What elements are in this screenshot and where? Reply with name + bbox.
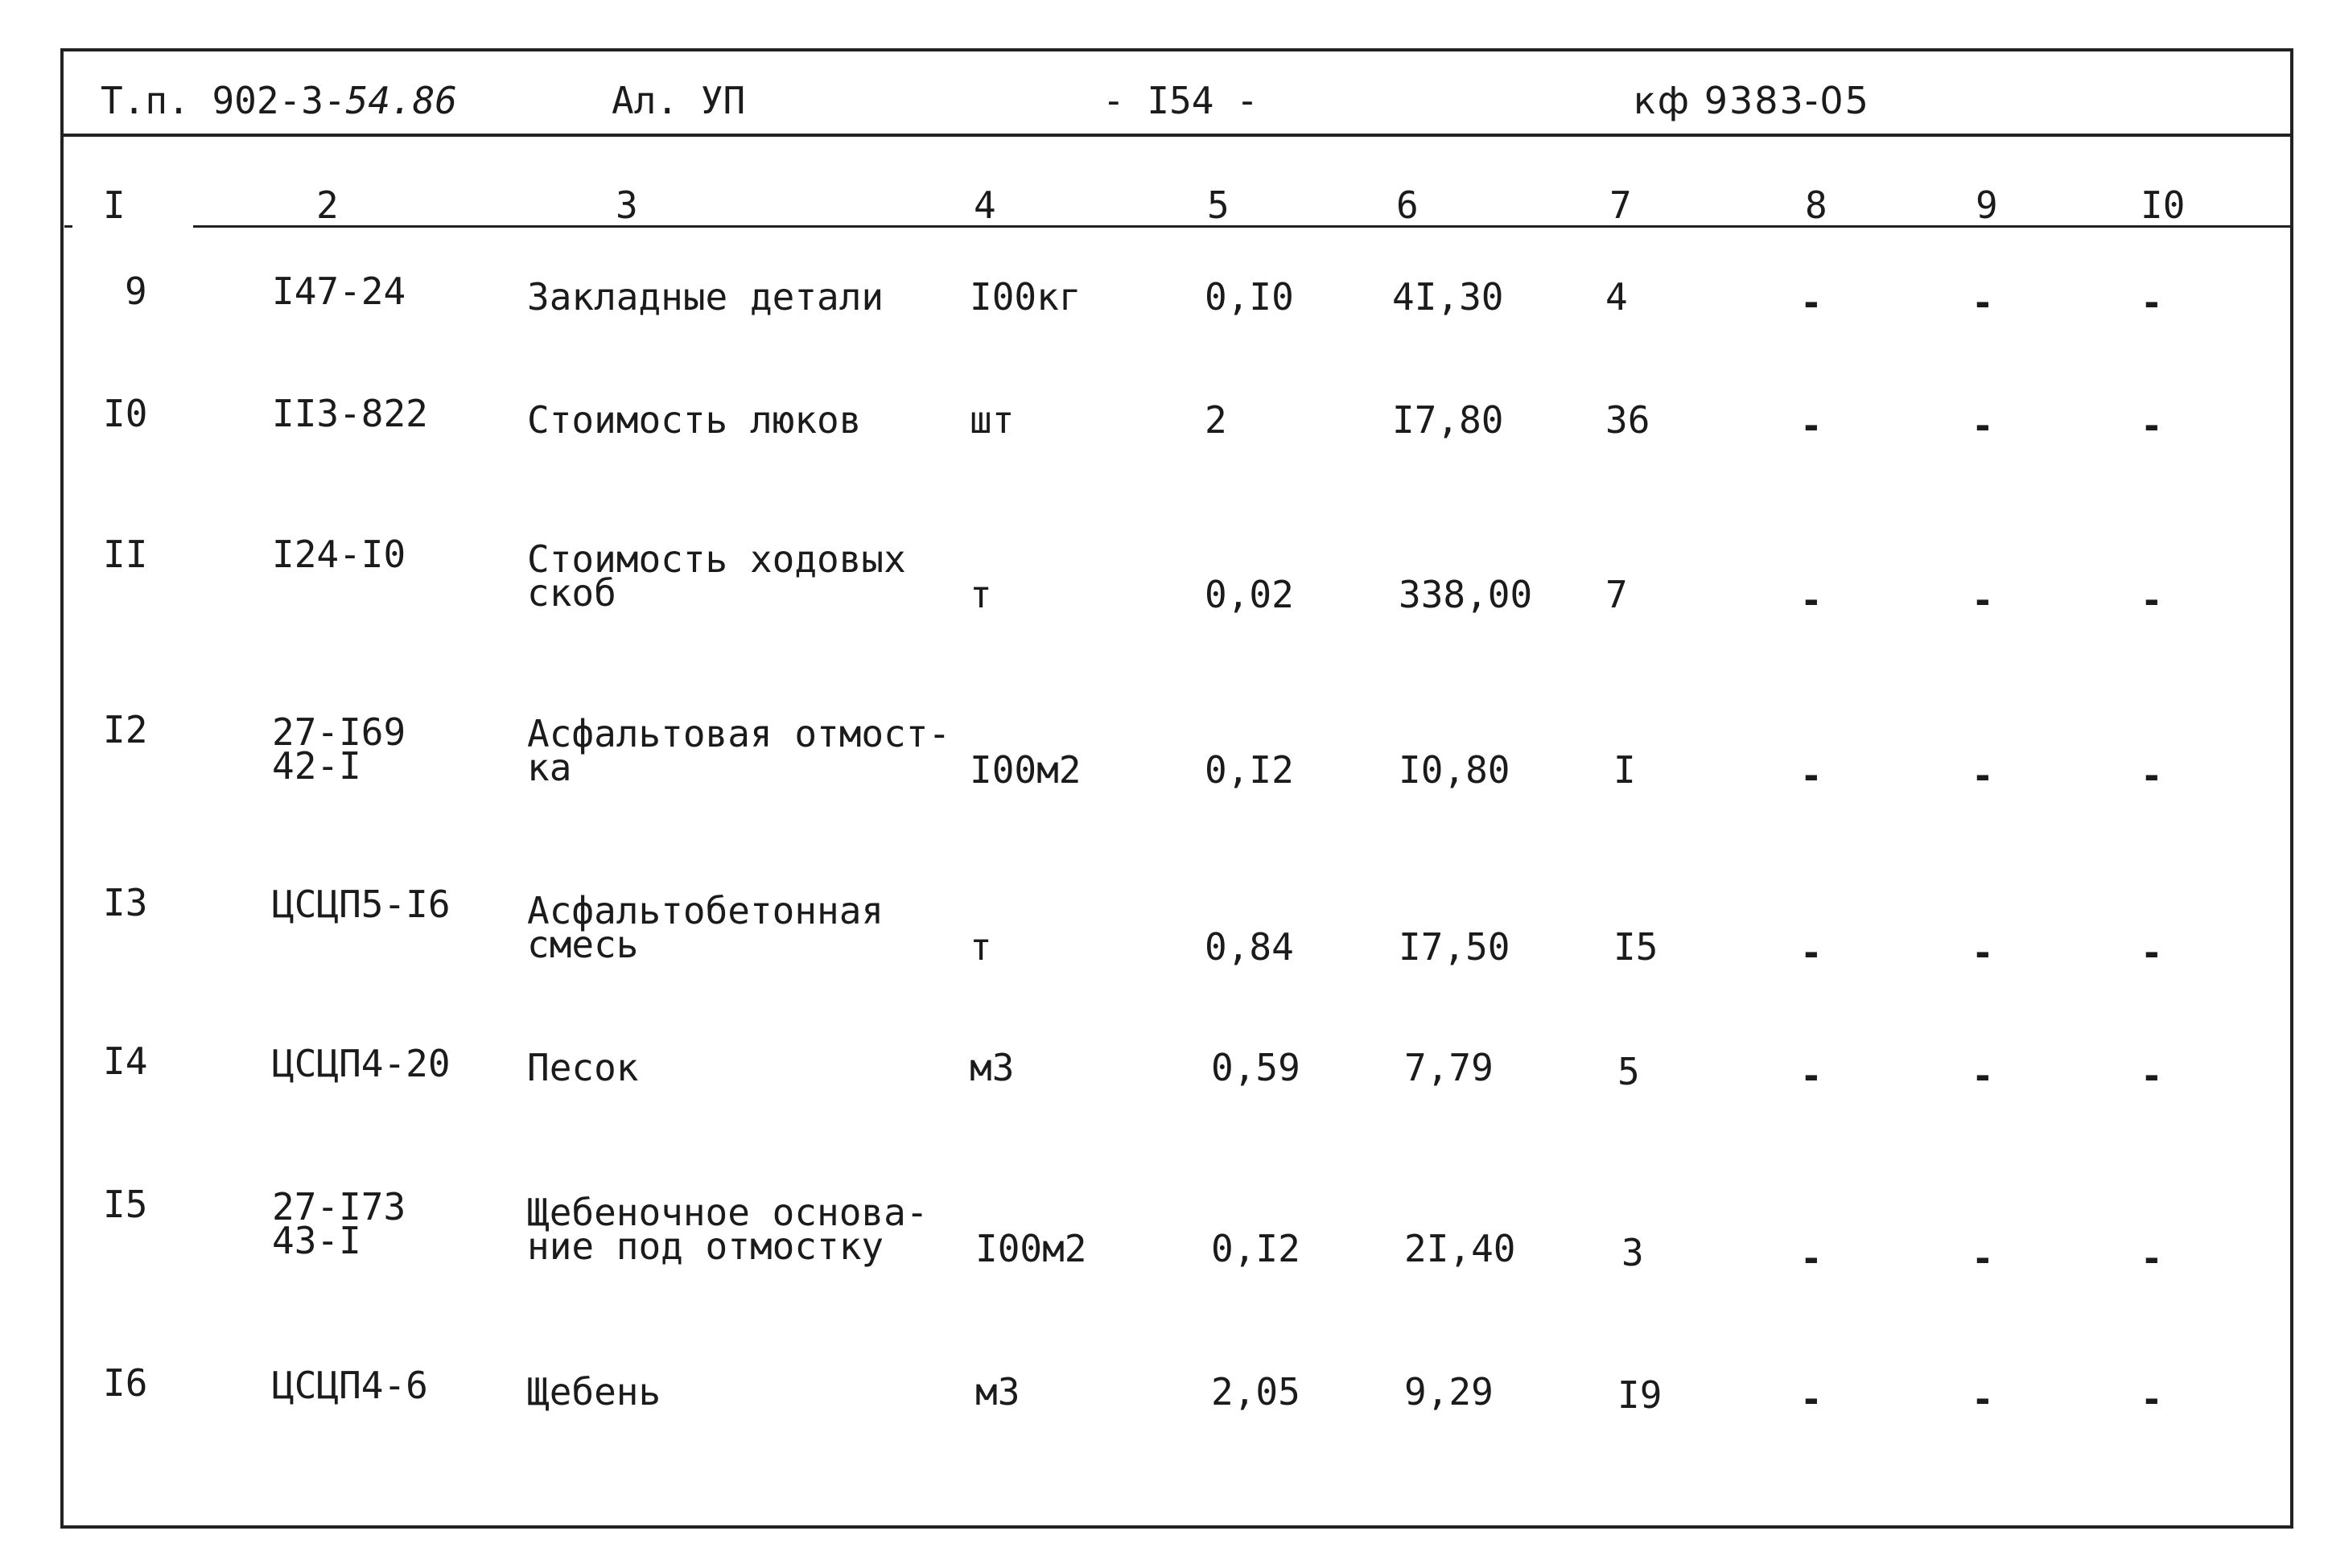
row-name: Стоимость люков: [527, 398, 862, 442]
row-unit: т: [970, 925, 992, 969]
row-price: I7,50: [1399, 925, 1510, 969]
col-number-10: I0: [2141, 183, 2186, 227]
row-name-line-2: ка: [527, 746, 572, 789]
row-cost: 7: [1605, 573, 1628, 616]
row-number: I5: [103, 1183, 148, 1226]
row-code: ЦСЦП4-6: [272, 1364, 428, 1407]
row-unit: шт: [970, 398, 1015, 442]
column-header-tick: [64, 225, 72, 228]
row-col10: -: [2141, 931, 2163, 974]
row-qty: 0,84: [1205, 925, 1294, 969]
row-name: Закладные детали: [527, 275, 884, 319]
doc-code-suffix: 54.86: [345, 79, 458, 122]
col-number-2: 2: [316, 183, 339, 227]
row-code-line-1: 27-I73: [272, 1185, 406, 1228]
row-name-line-2: смесь: [527, 923, 639, 966]
row-cost: 5: [1617, 1050, 1640, 1093]
row-qty: 2,05: [1211, 1370, 1300, 1414]
page-number: - I54 -: [1102, 79, 1259, 122]
row-unit: м3: [970, 1046, 1015, 1089]
row-code-line-1: 27-I69: [272, 710, 406, 754]
col-number-5: 5: [1207, 183, 1230, 227]
row-price: I0,80: [1399, 748, 1510, 792]
row-code: I47-24: [272, 270, 406, 313]
row-code: ЦСЦП4-20: [272, 1042, 451, 1085]
row-col9: -: [1972, 754, 1994, 797]
row-name-line-2: ние под отмостку: [527, 1224, 884, 1268]
row-unit: I00кг: [970, 275, 1082, 319]
header-divider: [60, 134, 2293, 137]
row-col8: -: [1800, 578, 1823, 622]
row-code: ЦСЦП5-I6: [272, 883, 451, 926]
row-qty: 0,02: [1205, 573, 1294, 616]
row-unit: I00м2: [975, 1227, 1087, 1270]
row-col10: -: [2141, 1237, 2163, 1280]
row-unit: т: [970, 573, 992, 616]
row-qty: 0,I2: [1211, 1227, 1300, 1270]
row-col8: -: [1800, 404, 1823, 447]
row-number: I2: [103, 708, 148, 751]
row-col8: -: [1800, 1237, 1823, 1280]
col-number-9: 9: [1976, 183, 1998, 227]
row-qty: 0,59: [1211, 1046, 1300, 1089]
row-cost: I9: [1617, 1373, 1663, 1417]
col-number-7: 7: [1609, 183, 1632, 227]
row-col10: -: [2141, 281, 2163, 324]
row-col9: -: [1972, 931, 1994, 974]
row-qty: 0,I2: [1205, 748, 1294, 792]
row-col10: -: [2141, 1054, 2163, 1097]
row-number: I4: [103, 1039, 148, 1083]
row-price: 2I,40: [1404, 1227, 1516, 1270]
row-col8: -: [1800, 754, 1823, 797]
row-name-line-2: скоб: [527, 571, 616, 615]
row-col9: -: [1972, 578, 1994, 622]
album-label: Ал. УП: [612, 79, 746, 122]
row-number: 9: [125, 270, 147, 313]
row-name-line-1: Щебеночное основа-: [527, 1191, 929, 1234]
row-unit: I00м2: [970, 748, 1082, 792]
row-name: Песок: [527, 1046, 639, 1089]
row-col9: -: [1972, 1054, 1994, 1097]
row-qty: 2: [1205, 398, 1227, 442]
row-col8: -: [1800, 281, 1823, 324]
row-cost: I: [1613, 748, 1636, 792]
row-col8: -: [1800, 1054, 1823, 1097]
row-name: Щебень: [527, 1370, 661, 1414]
row-cost: I5: [1613, 925, 1658, 969]
row-name-line-1: Стоимость ходовых: [527, 537, 906, 581]
row-code-line-2: 42-I: [272, 744, 361, 788]
col-number-4: 4: [974, 183, 996, 227]
row-number: II: [103, 533, 148, 576]
row-cost: 4: [1605, 275, 1628, 319]
archive-code: кф 9383-05: [1634, 79, 1870, 122]
col-number-3: 3: [616, 183, 638, 227]
row-price: 338,00: [1399, 573, 1533, 616]
row-price: 9,29: [1404, 1370, 1494, 1414]
row-price: 7,79: [1404, 1046, 1494, 1089]
row-name-line-1: Асфальтовая отмост-: [527, 712, 951, 755]
col-number-1: I: [103, 183, 126, 227]
row-unit: м3: [975, 1370, 1020, 1414]
row-number: I6: [103, 1361, 148, 1405]
row-col10: -: [2141, 754, 2163, 797]
col-number-8: 8: [1805, 183, 1827, 227]
col-number-6: 6: [1396, 183, 1419, 227]
row-number: I3: [103, 881, 148, 924]
row-col8: -: [1800, 1377, 1823, 1421]
row-code-line-2: 43-I: [272, 1219, 361, 1262]
row-name-line-1: Асфальтобетонная: [527, 889, 884, 932]
row-cost: 3: [1621, 1231, 1644, 1274]
row-col10: -: [2141, 578, 2163, 622]
row-col10: -: [2141, 404, 2163, 447]
row-col9: -: [1972, 1377, 1994, 1421]
row-col9: -: [1972, 281, 1994, 324]
row-col9: -: [1972, 404, 1994, 447]
row-col9: -: [1972, 1237, 1994, 1280]
row-code: II3-822: [272, 392, 428, 435]
row-cost: 36: [1605, 398, 1650, 442]
doc-code: [101, 79, 457, 122]
row-price: 4I,30: [1392, 275, 1504, 319]
row-price: I7,80: [1392, 398, 1504, 442]
row-qty: 0,I0: [1205, 275, 1294, 319]
row-col10: -: [2141, 1377, 2163, 1421]
doc-code-prefix: Т.п. 902-3-: [101, 79, 346, 122]
row-code: I24-I0: [272, 533, 406, 576]
row-col8: -: [1800, 931, 1823, 974]
row-number: I0: [103, 392, 148, 435]
